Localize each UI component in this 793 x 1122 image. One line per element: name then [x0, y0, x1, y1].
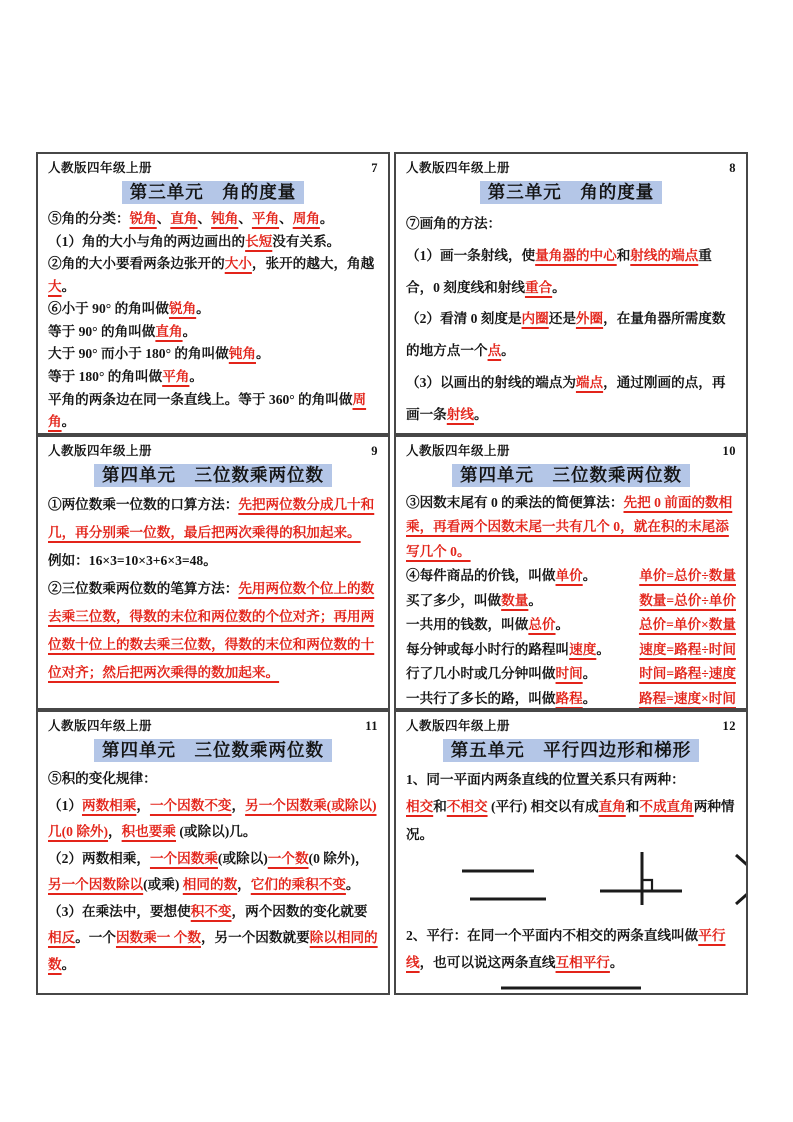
text-run: 路程 [555, 690, 583, 706]
text-run: （1） [48, 797, 82, 813]
definition-text [406, 564, 596, 588]
page-number: 10 [722, 444, 736, 458]
text-run: 长短 [245, 233, 273, 249]
unit-title-highlight: 第四单元 三位数乘两位数 [94, 739, 332, 762]
paragraph [406, 303, 736, 367]
text-run: 另一个因数除以 [48, 877, 144, 892]
text-run: 大于 90° 而小于 180° 的角叫做 [48, 346, 229, 362]
panel-body [406, 766, 736, 995]
paragraph [48, 766, 378, 793]
formula-text [639, 638, 736, 662]
paragraph [48, 343, 378, 366]
panel-body [48, 491, 378, 687]
text-run: 两数相乘 [81, 797, 137, 813]
panel-page-11 [36, 710, 390, 995]
text-run: 总价=单价×数量 [638, 617, 736, 633]
text-run: 和 [625, 799, 640, 815]
text-run: 平角 [251, 211, 280, 226]
book-title: 人教版四年级上册 [48, 444, 153, 458]
panel-page-8 [394, 152, 748, 435]
paragraph [406, 367, 736, 431]
panel-body [406, 208, 736, 431]
text-run: 直角 [598, 799, 626, 815]
text-run: 。 [319, 211, 334, 226]
paragraph [48, 491, 378, 547]
panel-header [48, 716, 378, 734]
text-run: ， [136, 797, 150, 813]
text-run: ②三位数乘两位数的笔算方法： [48, 581, 239, 596]
text-run: 钝角 [211, 211, 239, 226]
text-run: 大 [48, 278, 62, 294]
panel-header [406, 716, 736, 734]
definition-text [406, 613, 569, 637]
panel-body [48, 208, 378, 434]
text-run: 总价 [528, 617, 556, 633]
text-run: （3）以画出的射线的端点为 [406, 374, 576, 390]
formula-text [639, 564, 736, 588]
text-run: 、 [197, 211, 212, 226]
unit-title [406, 462, 736, 487]
text-run: 它们的乘积不变 [250, 877, 346, 892]
text-run: 周角 [292, 211, 320, 226]
unit-title-highlight: 第四单元 三位数乘两位数 [452, 464, 690, 487]
text-run: 时间=路程÷速度 [639, 666, 736, 682]
text-run: 数量=总价÷单价 [639, 592, 736, 608]
formula-text [639, 613, 736, 637]
definition-formula-row [406, 613, 736, 637]
text-run: 平角 [162, 368, 190, 384]
text-run: 平角的两条边在同一条直线上。等于 360° 的角叫做 [48, 391, 353, 407]
panel-header [406, 441, 736, 459]
text-run: 锐角 [129, 211, 157, 226]
page-number: 12 [722, 719, 736, 733]
text-run: ，两个因数的变化就要 [231, 903, 368, 919]
panel-header [48, 441, 378, 459]
notes-grid [36, 152, 748, 995]
text-run: ⑦画角的方法： [406, 216, 502, 231]
text-run: 等于 90° 的角叫做 [48, 323, 156, 339]
definition-formula-row [406, 662, 736, 686]
text-run: 积不变 [190, 903, 232, 919]
text-run: 相交 [406, 799, 434, 815]
text-run: ③因数末尾有 0 的乘法的简便算法： [406, 495, 624, 510]
text-run: 一个因数乘 [149, 850, 218, 866]
text-run: ④每件商品的价钱，叫做 [406, 568, 556, 584]
text-run: 点 [487, 343, 502, 359]
text-run: 时间 [555, 666, 583, 682]
text-run: 每分钟或每小时行的路程叫 [406, 641, 570, 657]
text-run: 。 [555, 617, 570, 633]
book-title: 人教版四年级上册 [406, 719, 511, 733]
text-run: 。 [582, 568, 597, 584]
text-run: 先用两位数个位上的数去乘三位数，得数的末位和两位数的个位对齐；再用两位数十位上的数去乘三位数，得数的末位和两位数的十位对齐；然后把两次乘得的数加起来。 [48, 581, 375, 680]
paragraph [48, 846, 378, 899]
text-run: 等于 180° 的角叫做 [48, 368, 163, 384]
text-run: 。 [596, 641, 610, 657]
paragraph [48, 793, 378, 846]
panel-header [48, 158, 378, 176]
definition-text [406, 687, 596, 710]
unit-title [48, 179, 378, 204]
text-run: 互相平行 [555, 955, 610, 971]
text-run: 先把两位数分成几十和几，再分别乘一位数，最后把两次乘得的积加起来。 [48, 497, 375, 540]
text-run: ⑥小于 90° 的角叫做 [48, 301, 169, 317]
text-run: 相反 [48, 930, 76, 945]
text-run: 先把 0 前面的数相乘，再看两个因数末尾一共有几个 0，就在积的末尾添写几个 0。 [406, 495, 733, 559]
text-run: 速度=路程÷时间 [639, 641, 736, 657]
text-run: （2）看清 0 刻度是 [406, 311, 522, 327]
text-run: 。 [609, 955, 624, 971]
paragraph [406, 240, 736, 304]
text-run: ， [237, 877, 251, 892]
text-run: 另一个因数乘(或除以)几(0 除外) [48, 797, 377, 839]
text-run: 一个数 [267, 850, 309, 866]
text-run: 钝角 [228, 346, 256, 362]
text-run: (或乘) [143, 877, 183, 892]
text-run: 。 [196, 301, 210, 317]
text-run: 。 [345, 877, 360, 892]
text-run: 锐角 [168, 301, 197, 317]
book-title: 人教版四年级上册 [406, 161, 511, 175]
text-run: ，在量角器所需度数的地方点一个 [406, 311, 726, 359]
paragraph [406, 793, 736, 848]
text-run: ①两位数乘一位数的口算方法： [48, 497, 239, 512]
paragraph [48, 298, 378, 321]
text-run: 路程=速度×时间 [638, 690, 736, 706]
panel-header [406, 158, 736, 176]
panel-page-9 [36, 435, 390, 710]
paragraph [48, 231, 378, 254]
formula-text [639, 662, 736, 686]
definition-text [406, 662, 596, 686]
text-run: 。 [189, 368, 203, 384]
text-run: 。 [582, 666, 597, 682]
text-run: 。 [61, 414, 76, 430]
text-run: 。 [501, 343, 515, 359]
text-run: 、 [156, 211, 171, 226]
text-run: 。 [473, 406, 488, 422]
text-run: 端点 [575, 374, 604, 390]
text-run: ，张开的越大，角越 [251, 256, 375, 272]
page-number: 7 [371, 161, 378, 175]
text-run: （3）在乘法中，要想使 [48, 903, 191, 919]
panel-page-7 [36, 152, 390, 435]
paragraph [406, 766, 736, 793]
text-run: 量角器的中心 [535, 247, 617, 263]
text-run: 没有关系。 [272, 233, 341, 249]
text-run: 两种情况。 [406, 799, 735, 842]
text-run: 、 [279, 211, 293, 226]
text-run: 。 [61, 278, 76, 294]
unit-title-highlight: 第四单元 三位数乘两位数 [94, 464, 332, 487]
text-run: （1）角的大小与角的两边画出的 [48, 233, 246, 249]
text-run: 不成直角 [639, 799, 694, 815]
definition-formula-row [406, 687, 736, 710]
formula-text [639, 589, 736, 613]
text-run: (或除以)几。 [176, 824, 257, 839]
text-run: 行了几小时或几分钟叫做 [406, 666, 556, 682]
text-run: 一共用的钱数，叫做 [406, 617, 529, 633]
page-number: 11 [365, 719, 378, 733]
text-run: 不相交 [446, 799, 488, 815]
text-run: （2）两数相乘， [48, 850, 150, 866]
text-run: 、 [238, 211, 252, 226]
text-run: 直角 [155, 323, 183, 339]
perpendicular-lines-icon [594, 850, 686, 917]
text-run: 。 [61, 956, 76, 972]
text-run: 射线 [446, 406, 474, 422]
text-run: 平行线 [406, 927, 726, 971]
text-run: 。 [552, 279, 566, 295]
text-run: （1）画一条射线，使 [406, 247, 536, 263]
text-run: 直角 [170, 211, 198, 226]
text-run: 重合，0 刻度线和射线 [406, 247, 712, 295]
text-run: 重合 [524, 279, 553, 295]
definition-text [406, 589, 542, 613]
text-run: 大小 [224, 256, 252, 272]
unit-title-highlight: 第三单元 角的度量 [122, 181, 305, 204]
formula-text [639, 687, 736, 710]
text-run: ②角的大小要看两条边张开的 [48, 256, 225, 272]
book-title: 人教版四年级上册 [406, 444, 511, 458]
paragraph [406, 208, 736, 240]
text-run: 因数乘一 个数 [115, 930, 201, 945]
text-run: 。 [582, 690, 597, 706]
text-run: 外圈 [575, 311, 604, 327]
paragraph [48, 575, 378, 687]
text-run: 单价=总价÷数量 [639, 568, 736, 584]
text-run: ⑤积的变化规律： [48, 771, 157, 786]
unit-title [406, 179, 736, 204]
paragraph [48, 321, 378, 344]
parallel-lines-example [406, 977, 736, 995]
unit-title [406, 737, 736, 762]
paragraph [48, 253, 378, 298]
text-run: 相同的数 [182, 877, 238, 892]
unit-title-highlight: 第五单元 平行四边形和梯形 [443, 739, 700, 762]
text-run: 周角 [48, 391, 367, 430]
panel-body [406, 491, 736, 710]
unit-title [48, 737, 378, 762]
paragraph [406, 491, 736, 564]
text-run: 单价 [555, 568, 583, 584]
text-run: 内圈 [521, 311, 549, 327]
unit-title-highlight: 第三单元 角的度量 [480, 181, 663, 204]
text-run: 一个因数不变 [149, 797, 232, 813]
text-run: 积也要乘 [121, 824, 176, 839]
text-run: 一共行了多长的路，叫做 [406, 690, 556, 706]
paragraph [48, 389, 378, 434]
text-run: 1、同一平面内两条直线的位置关系只有两种： [406, 772, 685, 787]
book-title: 人教版四年级上册 [48, 719, 153, 733]
text-run: ， [108, 824, 122, 839]
line-relationship-diagrams [406, 848, 736, 921]
text-run: 数量 [501, 592, 529, 608]
definition-formula-row [406, 564, 736, 588]
book-title: 人教版四年级上册 [48, 161, 153, 175]
paragraph [48, 899, 378, 979]
definition-formula-row [406, 638, 736, 662]
text-run: ， [231, 797, 246, 813]
parallel-lines-icon [454, 858, 550, 917]
paragraph [48, 547, 378, 575]
text-run: 。一个 [75, 930, 116, 945]
text-run: 2、平行：在同一个平面内不相交的两条直线叫做 [406, 927, 699, 943]
text-run: 。 [528, 592, 542, 608]
text-run: ，通过刚画的点，再画一条 [406, 374, 726, 422]
page-number: 9 [371, 444, 378, 458]
definition-formula-row [406, 589, 736, 613]
text-run: 和 [616, 247, 631, 263]
text-run: 。 [182, 323, 197, 339]
page-number: 8 [729, 161, 736, 175]
paragraph [406, 922, 736, 977]
panel-page-12 [394, 710, 748, 995]
text-run: 还是 [548, 311, 576, 327]
text-run: 除以相同的数 [48, 930, 378, 972]
text-run: (0 除外)， [308, 850, 369, 866]
text-run: ⑤角的分类： [48, 211, 130, 226]
unit-title [48, 462, 378, 487]
paragraph [48, 208, 378, 231]
oblique-cross-icon [730, 850, 748, 917]
definition-text [406, 638, 610, 662]
text-run: 速度 [569, 641, 597, 657]
text-run: 买了多少，叫做 [406, 592, 502, 608]
panel-body [48, 766, 378, 978]
text-run: (平行) 相交以有成 [487, 799, 599, 815]
text-run: 和 [433, 799, 447, 815]
text-run: 射线的端点 [630, 247, 699, 263]
panel-page-10 [394, 435, 748, 710]
text-run: ，另一个因数就要 [200, 930, 310, 945]
text-run: 例如：16×3=10×3+6×3=48。 [48, 553, 217, 568]
text-run: (或除以) [217, 850, 268, 866]
text-run: 。 [255, 346, 270, 362]
paragraph [48, 366, 378, 389]
text-run: ，也可以说这两条直线 [419, 955, 556, 971]
